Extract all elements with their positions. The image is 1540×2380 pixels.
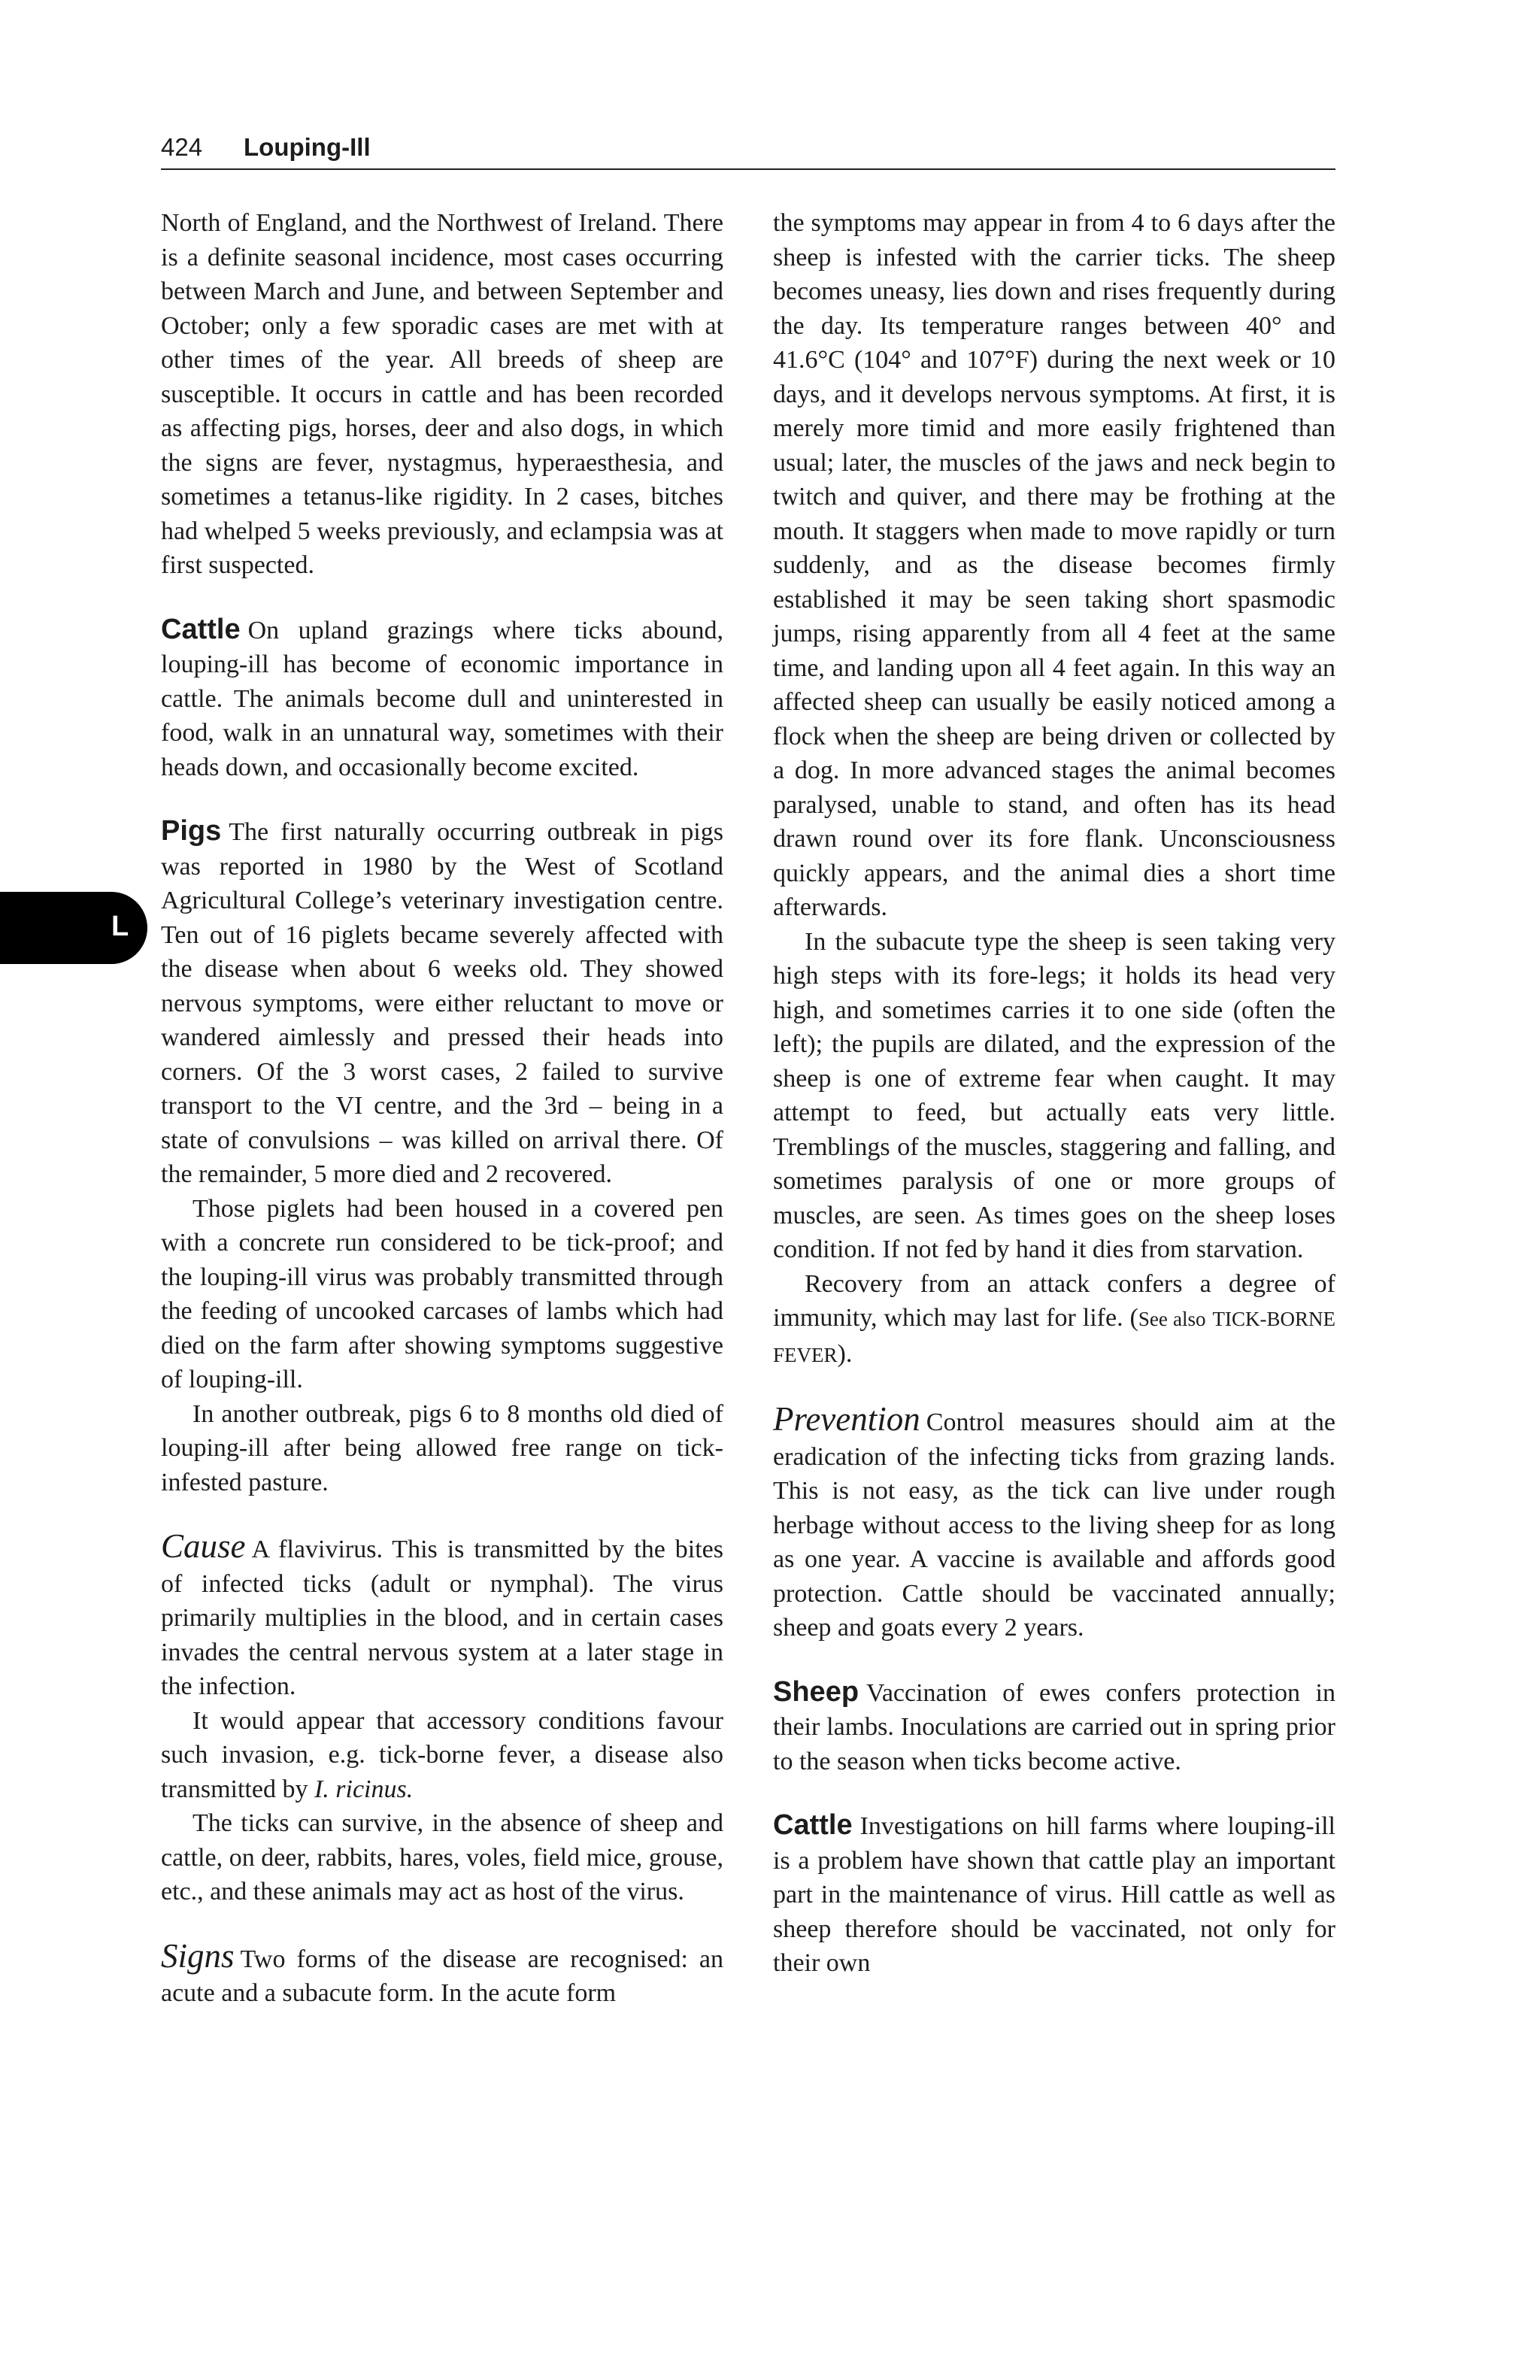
page-number: 424 [161, 133, 203, 161]
left-column [161, 206, 723, 2011]
cattle-vaccination-text: Investigations on hill farms where louping-ill is a problem have shown that cattle play an important part in the maintenance of virus. Hill cattle as well as sheep therefore should be vaccinated, not only for their own [773, 1812, 1335, 1977]
signs-section [161, 1936, 723, 2011]
signs-heading: Signs [161, 1936, 235, 1975]
recovery-text: Recovery from an attack confers a degree of immunity, which may last for life. [773, 1269, 1335, 1332]
pigs-text: The first naturally occurring outbreak in pigs was reported in 1980 by the West of Scotland Agricultural College’s veterinary investigation centre. Ten out of 16 piglets became severely affected with the disease when about 6 weeks old. They showed nervous symptoms, were either reluctant to move or wandered aimlessly and pressed their heads into corners. Of the 3 worst cases, 2 failed to survive transport to the VI centre, and the 3rd – being in a state of convulsions – was killed on arrival there. Of the remainder, 5 more died and 2 recovered. [161, 818, 723, 1188]
sheep-text: Vaccination of ewes confers protection in their lambs. Inoculations are carried out in spring prior to the season when ticks become active. [773, 1678, 1335, 1775]
pigs-paragraph-3: In another outbreak, pigs 6 to 8 months old died of louping-ill after being allowed free range on tick-infested pasture. [161, 1399, 723, 1496]
subacute-paragraph: In the subacute type the sheep is seen taking very high steps with its fore-legs; it holds its head very high, and sometimes carries it to one side (often the left); the pupils are dilated, and the expression of the sheep is one of extreme fear when caught. It may attempt to feed, but actually eats very little. Tremblings of the muscles, staggering and falling, and sometimes paralysis of one or more groups of muscles, are seen. As times goes on the sheep loses condition. If not fed by hand it dies from starvation. [773, 927, 1335, 1263]
recovery-paragraph [773, 1267, 1335, 1373]
see-also-label: See also [1138, 1308, 1206, 1330]
cross-ref-close: ). [837, 1339, 853, 1368]
cause-paragraph-2 [161, 1704, 723, 1807]
sheep-heading: Sheep [773, 1675, 859, 1708]
sheep-section [773, 1675, 1335, 1779]
cross-reference-link[interactable]: TICK-BORNE FEVER [773, 1308, 1335, 1366]
thumb-index-tab [0, 892, 147, 964]
cattle-section [161, 613, 723, 785]
cause-heading: Cause [161, 1527, 246, 1565]
right-column [773, 206, 1335, 1981]
prevention-heading: Prevention [773, 1400, 920, 1438]
intro-paragraph: North of England, and the Northwest of Ireland. There is a definite seasonal incidence, most cases occurring between March and June, and between September and October; only a few sporadic cases are met with at other times of the year. All breeds of sheep are susceptible. It occurs in cattle and has been recorded as affecting pigs, horses, deer and also dogs, in which the signs are fever, nystagmus, hyperaesthesia, and sometimes a tetanus-like rigidity. In 2 cases, bitches had whelped 5 weeks previously, and eclampsia was at first suspected. [161, 209, 723, 579]
cross-ref-open: ( [1129, 1304, 1138, 1332]
prevention-section [773, 1402, 1335, 1645]
cause-section [161, 1527, 723, 1704]
cause-paragraph-3: The ticks can survive, in the absence of sheep and cattle, on deer, rabbits, hares, voles, field mice, grouse, etc., and these animals may act as host of the virus. [161, 1809, 723, 1906]
species-name: I. ricinus. [314, 1775, 414, 1803]
thumb-index-letter: L [111, 911, 129, 942]
cattle-vaccination-heading: Cattle [773, 1809, 853, 1841]
running-header [161, 125, 1335, 170]
pigs-paragraph-2: Those piglets had been housed in a covered pen with a concrete run considered to be tick-proof; and the louping-ill virus was probably transmitted through the feeding of uncooked carcases of lambs which had died on the farm after showing symptoms suggestive of louping-ill. [161, 1194, 723, 1393]
running-title: Louping-Ill [244, 133, 371, 161]
cause-paragraph-2-text: It would appear that accessory conditions favour such invasion, e.g. tick-borne fever, a disease also transmitted by [161, 1706, 723, 1803]
acute-form-paragraph: the symptoms may appear in from 4 to 6 days after the sheep is infested with the carrier ticks. The sheep becomes uneasy, lies down and rises frequently during the day. Its temperature ranges between 40° and 41.6°C (104° and 107°F) during the next week or 10 days, and it develops nervous symptoms. At first, it is merely more timid and more easily frightened than usual; later, the muscles of the jaws and neck begin to twitch and quiver, and there may be frothing at the mouth. It staggers when made to move rapidly or turn suddenly, and as the disease becomes firmly established it may be seen taking short spasmodic jumps, rising apparently from all 4 feet at the same time, and landing upon all 4 feet again. In this way an affected sheep can usually be easily noticed among a flock when the sheep are being driven or collected by a dog. In more advanced stages the animal becomes paralysed, unable to stand, and often has its head drawn round over its fore flank. Unconsciousness quickly appears, and the animal dies a short time afterwards. [773, 209, 1335, 921]
cause-text: A flavivirus. This is transmitted by the bites of infected ticks (adult or nymphal). The virus primarily multiplies in the blood, and in certain cases invades the central nervous system at a later stage in the infection. [161, 1536, 723, 1700]
pigs-section [161, 814, 723, 1192]
signs-text: Two forms of the disease are recognised: an acute and a subacute form. In the acute form [161, 1945, 723, 2007]
cattle-text: On upland grazings where ticks abound, louping-ill has become of economic importance in cattle. The animals become dull and uninterested in food, walk in an unnatural way, sometimes with their heads down, and occasionally become excited. [161, 616, 723, 781]
cattle-heading: Cattle [161, 613, 241, 645]
prevention-text: Control measures should aim at the eradication of the infecting ticks from grazing lands. This is not easy, as the tick can live under rough herbage without access to the living sheep for as long as one year. A vaccine is available and affords good protection. Cattle should be vaccinated annually; sheep and goats every 2 years. [773, 1408, 1335, 1642]
cattle-vaccination-section [773, 1808, 1335, 1981]
pigs-heading: Pigs [161, 815, 222, 847]
